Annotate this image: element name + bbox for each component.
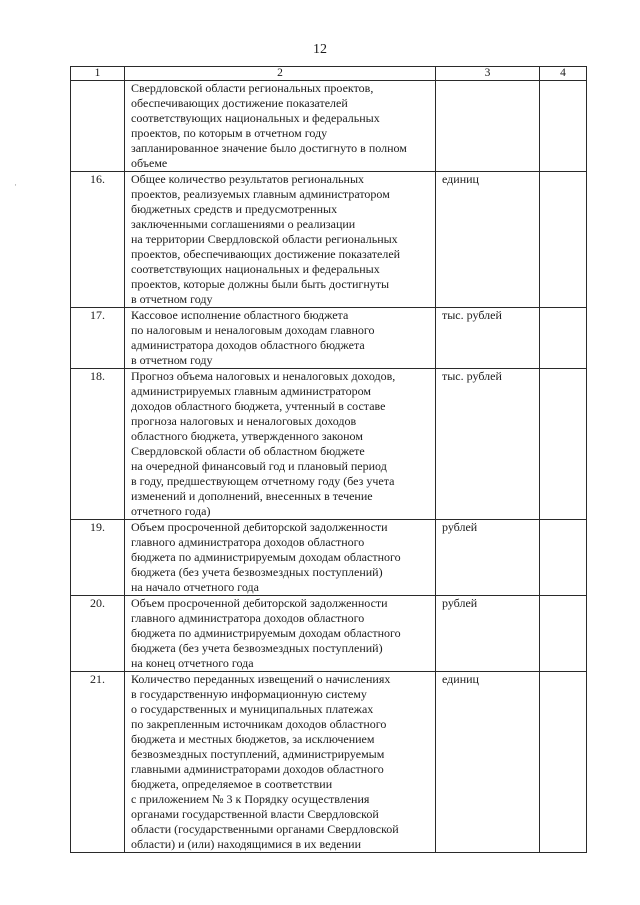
table-header-row xyxy=(71,67,587,81)
row-number: 18. xyxy=(71,369,125,520)
table-row xyxy=(71,596,587,672)
row-unit: единиц xyxy=(436,172,540,308)
row-value xyxy=(540,672,587,853)
page-number: 12 xyxy=(313,42,327,57)
row-description: Объем просроченной дебиторской задолженности главного администратора доходов областного бюджета по администрируемым доходам областного бюджета (без учета безвозмездных поступлений) на начало отчетного года xyxy=(125,520,436,596)
row-value xyxy=(540,596,587,672)
row-value xyxy=(540,369,587,520)
table-row xyxy=(71,172,587,308)
row-value xyxy=(540,81,587,172)
row-value xyxy=(540,308,587,369)
row-unit: тыс. рублей xyxy=(436,369,540,520)
row-number: 19. xyxy=(71,520,125,596)
row-number xyxy=(71,81,125,172)
margin-mark: · xyxy=(14,180,17,190)
row-value xyxy=(540,172,587,308)
row-number: 17. xyxy=(71,308,125,369)
row-value xyxy=(540,520,587,596)
column-header-1: 1 xyxy=(71,67,125,81)
column-header-3: 3 xyxy=(436,67,540,81)
table-row xyxy=(71,308,587,369)
table-row xyxy=(71,81,587,172)
row-description: Объем просроченной дебиторской задолженности главного администратора доходов областного бюджета по администрируемым доходам областного бюджета (без учета безвозмездных поступлений) на конец отчетного года xyxy=(125,596,436,672)
row-unit: рублей xyxy=(436,596,540,672)
row-description: Прогноз объема налоговых и неналоговых доходов, администрируемых главным администратором доходов областного бюджета, учтенный в составе прогноза налоговых и неналоговых доходов областного бюджета, утвержденного законом Свердловской области об областном бюджете на очередной финансовый год и плановый период в году, предшествующем отчетному году (без учета изменений и дополнений, внесенных в течение отчетного года) xyxy=(125,369,436,520)
row-description: Общее количество результатов региональных проектов, реализуемых главным администратором бюджетных средств и предусмотренных заключенными соглашениями о реализации на территории Свердловской области региональных проектов, обеспечивающих достижение показателей соответствующих национальных и федеральных проектов, которые должны были быть достигнуты в отчетном году xyxy=(125,172,436,308)
row-unit xyxy=(436,81,540,172)
column-header-2: 2 xyxy=(125,67,436,81)
row-number: 16. xyxy=(71,172,125,308)
row-unit: тыс. рублей xyxy=(436,308,540,369)
row-number: 20. xyxy=(71,596,125,672)
row-unit: единиц xyxy=(436,672,540,853)
table-row xyxy=(71,369,587,520)
table-row xyxy=(71,672,587,853)
column-header-4: 4 xyxy=(540,67,587,81)
indicator-table xyxy=(70,66,587,853)
table-row xyxy=(71,520,587,596)
row-unit: рублей xyxy=(436,520,540,596)
row-number: 21. xyxy=(71,672,125,853)
row-description: Кассовое исполнение областного бюджета по налоговым и неналоговым доходам главного администратора доходов областного бюджета в отчетном году xyxy=(125,308,436,369)
row-description: Свердловской области региональных проектов, обеспечивающих достижение показателей соответствующих национальных и федеральных проектов, по которым в отчетном году запланированное значение было достигнуто в полном объеме xyxy=(125,81,436,172)
row-description: Количество переданных извещений о начислениях в государственную информационную систему о государственных и муниципальных платежах по закрепленным источникам доходов областного бюджета и местных бюджетов, за исключением безвозмездных поступлений, администрируемым главными администраторами доходов областного бюджета, определяемое в соответствии с приложением № 3 к Порядку осуществления органами государственной власти Свердловской области (государственными органами Свердловской области) и (или) находящимися в их ведении xyxy=(125,672,436,853)
